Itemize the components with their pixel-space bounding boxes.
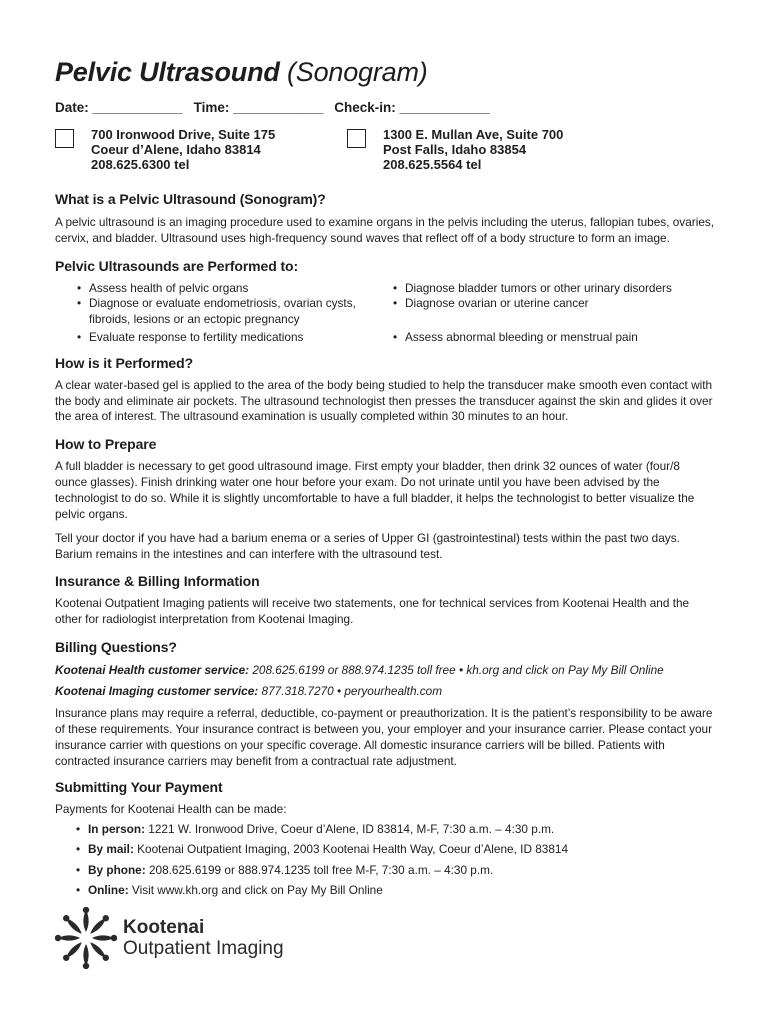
bullet-item: • Assess abnormal bleeding or menstrual pain xyxy=(385,330,715,346)
kootenai-flower-icon xyxy=(55,907,117,969)
bullet-item: • Evaluate response to fertility medications xyxy=(55,330,385,346)
payment-online xyxy=(55,883,715,899)
location-city: Coeur d’Alene, Idaho 83814 xyxy=(91,142,261,157)
section-heading: Insurance & Billing Information xyxy=(55,572,260,589)
section-heading: How to Prepare xyxy=(55,436,157,453)
ki-value: 877.318.7270 • peryourhealth.com xyxy=(258,684,443,699)
location-mullan-checkbox[interactable] xyxy=(347,129,366,148)
document-page xyxy=(55,55,715,903)
section-how-to-prepare xyxy=(55,435,715,563)
logo-line2: Outpatient Imaging xyxy=(123,938,284,959)
section-heading: Submitting Your Payment xyxy=(55,779,223,796)
section-body: A full bladder is necessary to get good ultrasound image. First empty your bladder, then drink 32 ounces of water (four/8 ounce glasses). Finish drinking water one hour before your exam. Do not urinate until you have been advised by the technologist to do so. While it is slightly uncomfortable to have a full bladder, it helps the technologist to better visualize the pelvic organs. xyxy=(55,459,695,521)
bullet-item: • Assess health of pelvic organs xyxy=(55,281,385,297)
page-title xyxy=(55,55,715,89)
section-heading: What is a Pelvic Ultrasound (Sonogram)? xyxy=(55,191,326,207)
payment-by-phone xyxy=(55,863,715,879)
location-options xyxy=(55,127,715,172)
payment-text: Kootenai Outpatient Imaging, 2003 Kootenai Health Way, Coeur d’Alene, ID 83814 xyxy=(133,842,569,857)
form-fields xyxy=(55,99,715,117)
payment-in-person xyxy=(55,822,715,838)
section-body: Kootenai Outpatient Imaging patients will receive two statements, one for technical services from Kootenai Health and the other for radiologist interpretation from Kootenai Imaging. xyxy=(55,595,690,626)
location-address: 1300 E. Mullan Ave, Suite 700 xyxy=(383,127,564,142)
title-sub: (Sonogram) xyxy=(286,57,428,87)
time-field: Time: ____________ xyxy=(193,100,324,115)
ki-label: Kootenai Imaging customer service: xyxy=(55,684,259,699)
location-address: 700 Ironwood Drive, Suite 175 xyxy=(91,127,276,142)
section-body: A pelvic ultrasound is an imaging procedure used to examine organs in the pelvis including the uterus, fallopian tubes, ovaries, cervix, and bladder. Ultrasound uses high-frequency sound waves that reflect off of a body structure to form an image. xyxy=(55,215,715,245)
date-field: Date: ____________ xyxy=(55,100,183,115)
kh-value: 208.625.6199 or 888.974.1235 toll free • kh.org and click on Pay My Bill Online xyxy=(249,662,664,677)
section-heading: How is it Performed? xyxy=(55,354,194,371)
payment-label: By phone: xyxy=(88,862,146,877)
title-main: Pelvic Ultrasound xyxy=(55,57,280,87)
section-heading: Pelvic Ultrasounds are Performed to: xyxy=(55,257,299,274)
section-how-performed xyxy=(55,354,715,425)
section-body: Insurance plans may require a referral, deductible, co-payment or preauthorization. It is the patient’s responsibility to be aware of these requirements. Your insurance contract is between you, your employer and your insurance carrier. Please contact your insurance carrier with questions on your specific coverage. All domestic insurance carriers will be billed. Patients with contracted insurance carriers may benefit from a contractual rate adjustment. xyxy=(55,706,713,768)
checkin-field: Check-in: ____________ xyxy=(334,100,490,115)
section-performed xyxy=(55,257,715,346)
payment-label: Online: xyxy=(88,883,129,898)
location-phone: 208.625.6300 tel xyxy=(91,157,190,172)
logo-text xyxy=(123,917,284,959)
location-mullan-text xyxy=(383,127,563,172)
kh-label: Kootenai Health customer service: xyxy=(55,662,250,677)
payment-text: Visit www.kh.org and click on Pay My Bill Online xyxy=(128,883,383,898)
kootenai-logo xyxy=(55,907,284,969)
location-phone: 208.625.5564 tel xyxy=(383,157,482,172)
performed-bullets xyxy=(55,281,715,346)
section-heading: Billing Questions? xyxy=(55,638,177,655)
section-body: A clear water-based gel is applied to the area of the body being studied to help the transducer make smooth even contact with the body and eliminate air pockets. The ultrasound technologist then presses the transducer against the skin and glides it over the area of interest. The ultrasound examination is usually completed within 30 minutes to an hour. xyxy=(55,377,713,424)
location-ironwood-text xyxy=(91,127,275,172)
bullet-item: • Diagnose or evaluate endometriosis, ovarian cysts, fibroids, lesions or an ectopic pregnancy xyxy=(55,296,385,328)
payment-lead: Payments for Kootenai Health can be made: xyxy=(55,802,287,817)
section-insurance xyxy=(55,572,715,628)
location-ironwood-checkbox[interactable] xyxy=(55,129,74,148)
ki-customer-service xyxy=(55,684,715,700)
payment-text: 208.625.6199 or 888.974.1235 toll free M-F, 7:30 a.m. – 4:30 p.m. xyxy=(145,862,494,877)
payment-list xyxy=(55,822,715,899)
bullet-item: • Diagnose bladder tumors or other urinary disorders xyxy=(385,281,715,297)
logo-line1: Kootenai xyxy=(123,917,205,938)
location-city: Post Falls, Idaho 83854 xyxy=(383,142,527,157)
section-payment xyxy=(55,778,715,898)
payment-by-mail xyxy=(55,842,715,858)
section-body: Tell your doctor if you have had a barium enema or a series of Upper GI (gastrointestinal) tests within the past two days. Barium remains in the intestines and can interfere with the ultrasound test. xyxy=(55,531,680,562)
bullet-item: • Diagnose ovarian or uterine cancer xyxy=(385,296,715,328)
payment-label: In person: xyxy=(88,822,146,837)
payment-label: By mail: xyxy=(88,842,134,857)
section-what xyxy=(55,190,715,247)
section-billing-questions xyxy=(55,638,715,770)
kh-customer-service xyxy=(55,663,715,679)
location-mullan xyxy=(347,127,639,172)
payment-text: 1221 W. Ironwood Drive, Coeur d’Alene, ID 83814, M-F, 7:30 a.m. – 4:30 p.m. xyxy=(145,822,555,837)
location-ironwood xyxy=(55,127,347,172)
